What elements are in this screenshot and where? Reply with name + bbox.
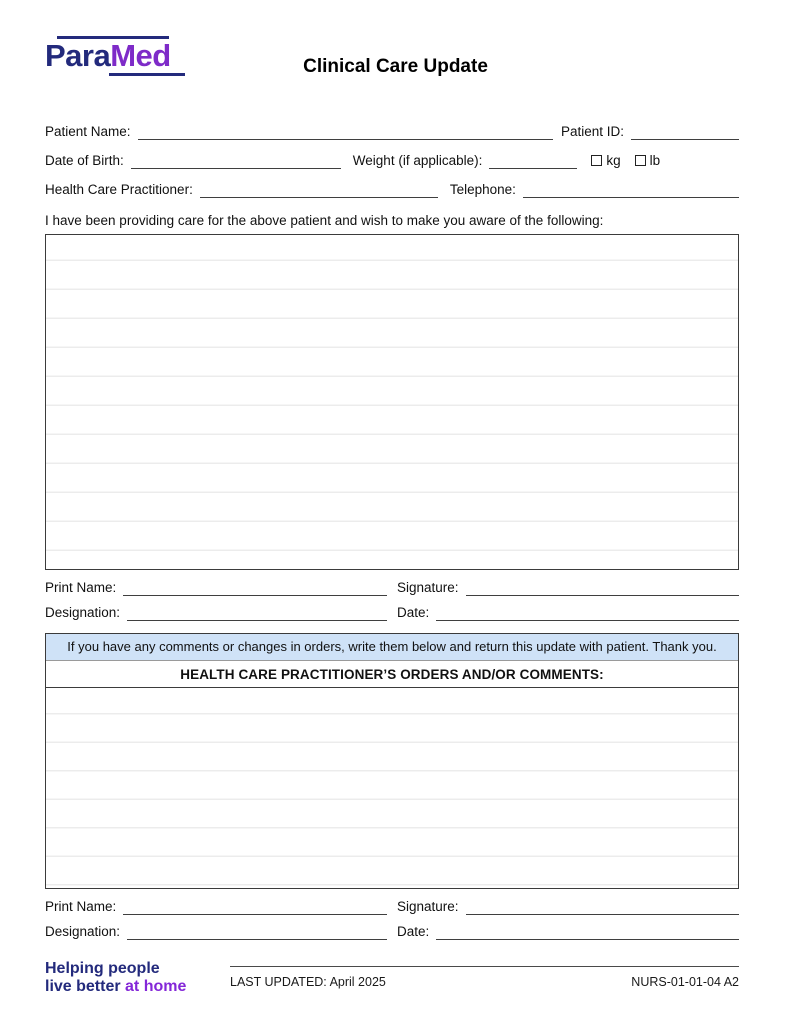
footer-meta (230, 966, 739, 989)
sig2-date-field[interactable] (436, 924, 739, 940)
sig1-designation-label: Designation: (45, 605, 121, 620)
tagline-line2-purple: at home (125, 977, 187, 995)
sig1-name-row (45, 580, 739, 596)
brand-tagline (45, 960, 186, 996)
logo-text-para: Para (45, 38, 111, 73)
page-title: Clinical Care Update (303, 56, 488, 77)
doc-code-text: NURS-01-01-04 A2 (631, 975, 739, 989)
weight-label: Weight (if applicable): (352, 152, 483, 168)
tagline-line2-navy: live better (45, 977, 126, 995)
logo-text-med: Med (110, 38, 171, 73)
form-body (45, 120, 739, 949)
sig1-signature-field[interactable] (466, 580, 739, 596)
telephone-field[interactable] (523, 182, 739, 198)
sig1-signature-label: Signature: (397, 580, 459, 595)
practitioner-label: Health Care Practitioner: (45, 181, 193, 197)
telephone-label: Telephone: (449, 181, 516, 197)
signature-block-2 (45, 899, 739, 940)
care-note-label: I have been providing care for the above patient and wish to make you aware of the following: (45, 213, 604, 228)
sig2-designation-field[interactable] (127, 924, 387, 940)
patient-id-field[interactable] (631, 124, 739, 140)
kg-label: kg (606, 152, 621, 168)
sig1-print-name-label: Print Name: (45, 580, 117, 595)
sig2-print-name-label: Print Name: (45, 898, 117, 914)
practitioner-comments-section (45, 633, 739, 889)
patient-name-label: Patient Name: (45, 123, 131, 139)
tagline-line1: Helping people (45, 960, 160, 977)
sig1-print-name-field[interactable] (123, 580, 387, 596)
sig1-date-field[interactable] (436, 605, 739, 621)
patient-name-field[interactable] (138, 124, 553, 140)
sig1-designation-field[interactable] (127, 605, 387, 621)
patient-name-row (45, 120, 739, 140)
lb-label: lb (649, 152, 661, 168)
kg-option (591, 151, 620, 169)
dob-field[interactable] (131, 153, 341, 169)
sig2-name-row (45, 899, 739, 915)
weight-field[interactable] (489, 153, 577, 169)
sig2-designation-row (45, 924, 739, 940)
sig1-designation-row (45, 605, 739, 621)
sig2-print-name-field[interactable] (123, 899, 387, 915)
kg-checkbox[interactable] (591, 155, 602, 166)
dob-weight-row (45, 149, 739, 169)
last-updated-text: LAST UPDATED: April 2025 (230, 975, 386, 989)
lb-option (635, 151, 661, 169)
practitioner-row (45, 178, 739, 198)
sig2-signature-field[interactable] (466, 899, 739, 915)
care-note-textarea[interactable] (45, 234, 739, 570)
signature-block-1 (45, 580, 739, 621)
comments-banner: If you have any comments or changes in orders, write them below and return this update with patient. Thank you. (46, 634, 738, 661)
tagline-line2 (45, 978, 186, 996)
comments-heading: HEALTH CARE PRACTITIONER’S ORDERS AND/OR COMMENTS: (46, 661, 738, 688)
patient-id-label: Patient ID: (560, 123, 624, 139)
sig2-date-label: Date: (397, 923, 430, 939)
sig2-designation-label: Designation: (45, 923, 121, 939)
comments-textarea[interactable] (46, 688, 738, 888)
sig2-signature-label: Signature: (397, 898, 459, 914)
lb-checkbox[interactable] (635, 155, 646, 166)
sig1-date-label: Date: (397, 605, 430, 620)
practitioner-field[interactable] (200, 182, 438, 198)
footer-rule (230, 966, 739, 967)
dob-label: Date of Birth: (45, 152, 124, 168)
